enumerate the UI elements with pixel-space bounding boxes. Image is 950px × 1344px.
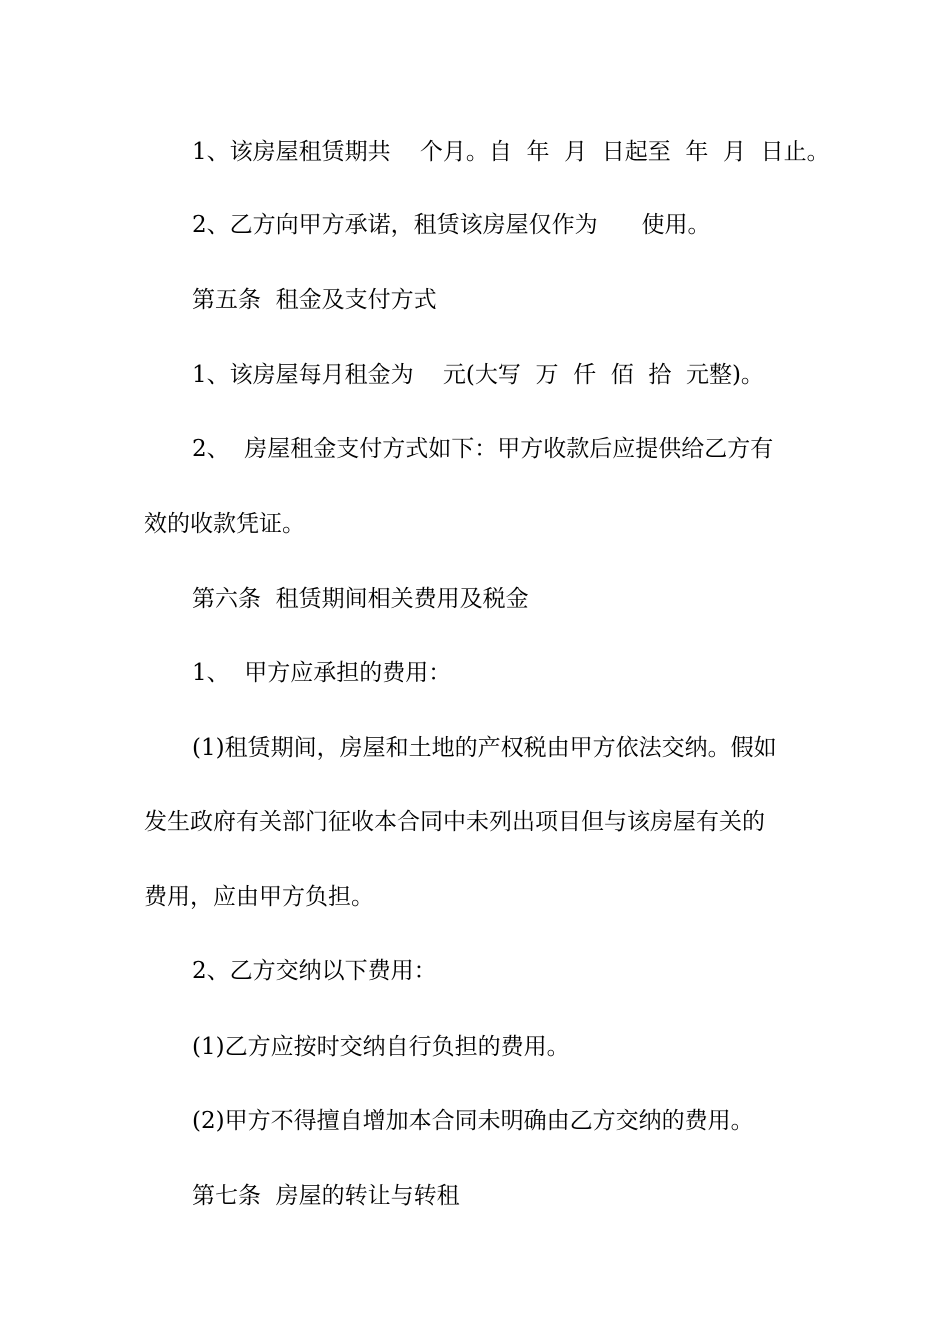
property-tax-clause-end: 费用，应由甲方负担。 <box>144 884 374 910</box>
payment-method-clause-continued: 效的收款凭证。 <box>144 511 305 537</box>
article-7-heading: 第七条 房屋的转让与转租 <box>192 1183 460 1209</box>
property-tax-clause-continued: 发生政府有关部门征收本合同中未列出项目但与该房屋有关的 <box>144 809 765 835</box>
property-tax-clause: (1)租赁期间，房屋和土地的产权税由甲方依法交纳。假如 <box>192 735 777 761</box>
usage-clause: 2、乙方向甲方承诺，租赁该房屋仅作为 使用。 <box>192 212 711 238</box>
party-b-fee-item-2: (2)甲方不得擅自增加本合同未明确由乙方交纳的费用。 <box>192 1108 754 1134</box>
lease-term-clause: 1、该房屋租赁期共 个月。自 年 月 日起至 年 月 日止。 <box>192 139 830 165</box>
article-5-heading: 第五条 租金及支付方式 <box>192 287 437 313</box>
article-6-heading: 第六条 租赁期间相关费用及税金 <box>192 586 529 612</box>
party-b-fee-item-1: (1)乙方应按时交纳自行负担的费用。 <box>192 1034 570 1060</box>
party-b-fees-clause: 2、乙方交纳以下费用： <box>192 958 437 984</box>
party-a-fees-clause: 1、 甲方应承担的费用： <box>192 660 452 686</box>
monthly-rent-clause: 1、该房屋每月租金为 元(大写 万 仟 佰 拾 元整)。 <box>192 362 764 388</box>
payment-method-clause: 2、 房屋租金支付方式如下：甲方收款后应提供给乙方有 <box>192 436 774 462</box>
